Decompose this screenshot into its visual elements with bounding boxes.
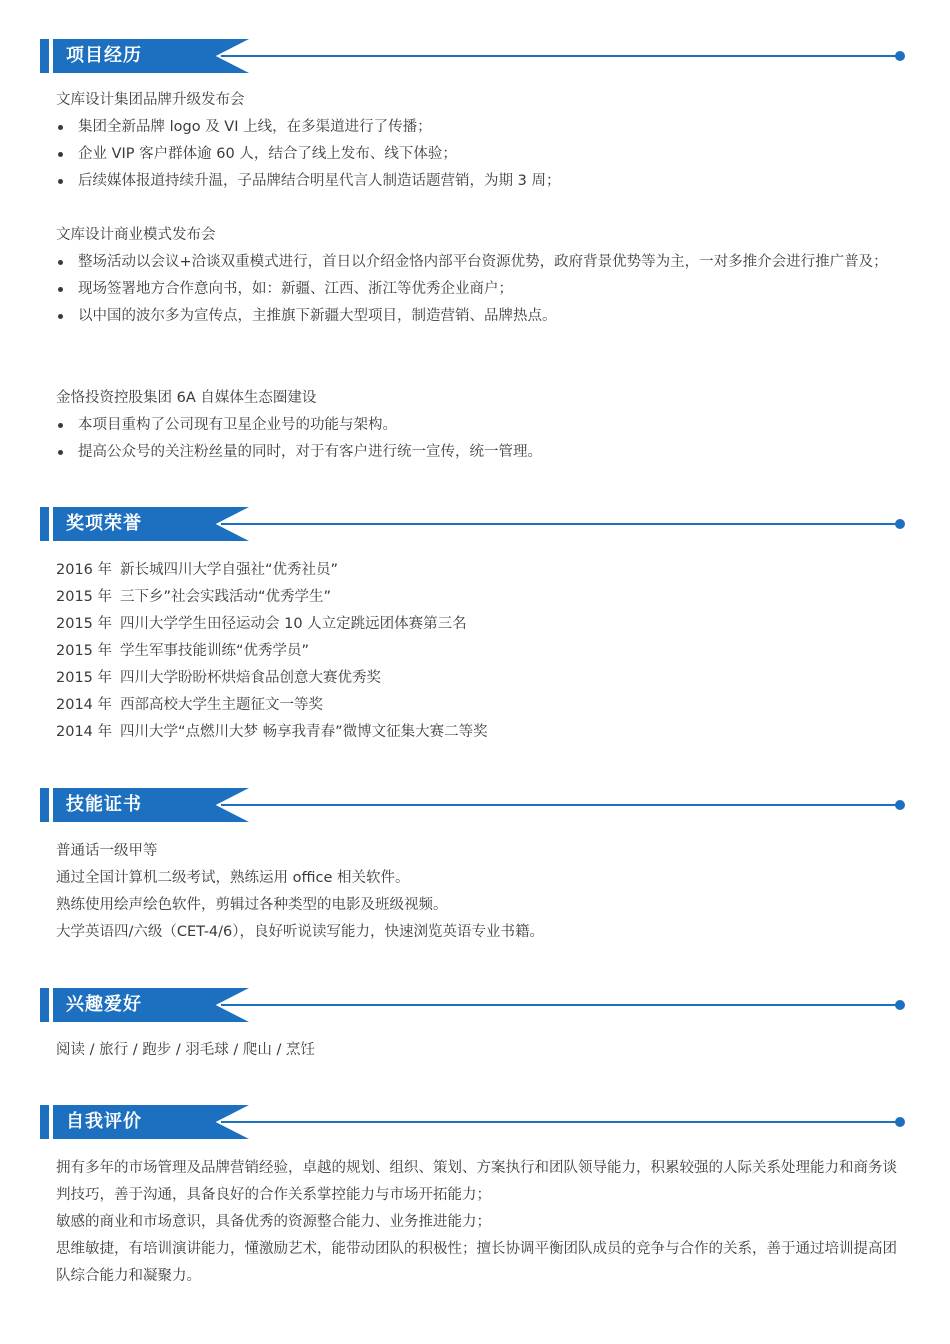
award-row — [56, 638, 901, 665]
award-year: 2014 年 — [56, 724, 113, 740]
project-item — [56, 385, 901, 466]
project-bullets — [56, 249, 901, 330]
header-accent-bar — [40, 39, 49, 73]
header-accent-bar — [40, 507, 49, 541]
award-text: 三下乡”社会实践活动“优秀学生” — [120, 589, 332, 605]
award-row — [56, 692, 901, 719]
header-dot — [895, 51, 905, 61]
list-item: 现场签署地方合作意向书，如：新疆、江西、浙江等优秀企业商户； — [56, 276, 901, 303]
header-rule — [221, 55, 899, 57]
award-row — [56, 584, 901, 611]
project-title: 文库设计集团品牌升级发布会 — [56, 92, 245, 108]
section-header-hobbies — [40, 988, 905, 1022]
award-row — [56, 611, 901, 638]
project-title: 文库设计商业模式发布会 — [56, 227, 216, 243]
award-text: 新长城四川大学自强社“优秀社员” — [120, 562, 339, 578]
project-title: 金恪投资控股集团 6A 自媒体生态圈建设 — [56, 390, 317, 406]
skill-line: 大学英语四/六级（CET-4/6），良好听说读写能力，快速浏览英语专业书籍。 — [56, 924, 545, 940]
skill-line: 熟练使用绘声绘色软件，剪辑过各种类型的电影及班级视频。 — [56, 897, 448, 913]
hobbies-text: 阅读 / 旅行 / 跑步 / 羽毛球 / 爬山 / 烹饪 — [56, 1042, 316, 1058]
section-header-projects — [40, 39, 905, 73]
section-title: 技能证书 — [66, 794, 142, 815]
section-header-self-eval — [40, 1105, 905, 1139]
list-item: 本项目重构了公司现有卫星企业号的功能与架构。 — [56, 412, 901, 439]
self-eval-paragraph: 敏感的商业和市场意识，具备优秀的资源整合能力、业务推进能力； — [56, 1214, 491, 1230]
list-item: 集团全新品牌 logo 及 VI 上线，在多渠道进行了传播； — [56, 114, 901, 141]
header-dot — [895, 1117, 905, 1127]
list-item: 提高公众号的关注粉丝量的同时，对于有客户进行统一宣传，统一管理。 — [56, 439, 901, 466]
award-year: 2015 年 — [56, 670, 113, 686]
award-year: 2015 年 — [56, 589, 113, 605]
header-accent-bar — [40, 1105, 49, 1139]
list-item: 后续媒体报道持续升温，子品牌结合明星代言人制造话题营销，为期 3 周； — [56, 168, 901, 195]
self-eval-content — [56, 1155, 901, 1290]
skill-line: 通过全国计算机二级考试，熟练运用 office 相关软件。 — [56, 870, 410, 886]
award-text: 四川大学盼盼杯烘焙食品创意大赛优秀奖 — [120, 670, 382, 686]
projects-content — [56, 87, 901, 195]
hobbies-content — [56, 1037, 901, 1064]
header-dot — [895, 800, 905, 810]
section-title: 兴趣爱好 — [66, 994, 142, 1015]
header-dot — [895, 1000, 905, 1010]
header-rule — [221, 804, 899, 806]
projects-content-3 — [56, 385, 901, 466]
header-accent-bar — [40, 788, 49, 822]
section-title: 自我评价 — [66, 1111, 142, 1132]
awards-content — [56, 557, 901, 746]
award-year: 2015 年 — [56, 643, 113, 659]
project-bullets — [56, 114, 901, 195]
award-text: 四川大学学生田径运动会 10 人立定跳远团体赛第三名 — [120, 616, 467, 632]
award-text: 四川大学“点燃川大梦 畅享我青春”微博文征集大赛二等奖 — [120, 724, 488, 740]
award-row — [56, 719, 901, 746]
award-row — [56, 557, 901, 584]
project-item — [56, 87, 901, 195]
award-text: 学生军事技能训练“优秀学员” — [120, 643, 310, 659]
skill-line: 普通话一级甲等 — [56, 843, 158, 859]
list-item: 以中国的波尔多为宣传点，主推旗下新疆大型项目，制造营销、品牌热点。 — [56, 303, 901, 330]
section-title: 项目经历 — [66, 45, 142, 66]
award-year: 2015 年 — [56, 616, 113, 632]
header-rule — [221, 1004, 899, 1006]
skills-content — [56, 838, 901, 946]
header-rule — [221, 523, 899, 525]
award-text: 西部高校大学生主题征文一等奖 — [120, 697, 324, 713]
award-year: 2014 年 — [56, 697, 113, 713]
self-eval-paragraph: 拥有多年的市场管理及品牌营销经验，卓越的规划、组织、策划、方案执行和团队领导能力，积累较强的人际关系处理能力和商务谈判技巧，善于沟通，具备良好的合作关系掌控能力与市场开拓能力； — [56, 1160, 897, 1203]
section-header-awards — [40, 507, 905, 541]
self-eval-paragraph: 思维敏捷，有培训演讲能力，懂激励艺术，能带动团队的积极性；擅长协调平衡团队成员的竞争与合作的关系，善于通过培训提高团队综合能力和凝聚力。 — [56, 1241, 897, 1284]
project-item — [56, 222, 901, 330]
section-title: 奖项荣誉 — [66, 513, 142, 534]
projects-content-2 — [56, 222, 901, 330]
header-accent-bar — [40, 988, 49, 1022]
award-row — [56, 665, 901, 692]
list-item: 整场活动以会议+洽谈双重模式进行，首日以介绍金恪内部平台资源优势，政府背景优势等为主，一对多推介会进行推广普及； — [56, 249, 901, 276]
project-bullets — [56, 412, 901, 466]
header-rule — [221, 1121, 899, 1123]
list-item: 企业 VIP 客户群体逾 60 人，结合了线上发布、线下体验； — [56, 141, 901, 168]
award-year: 2016 年 — [56, 562, 113, 578]
header-dot — [895, 519, 905, 529]
section-header-skills — [40, 788, 905, 822]
